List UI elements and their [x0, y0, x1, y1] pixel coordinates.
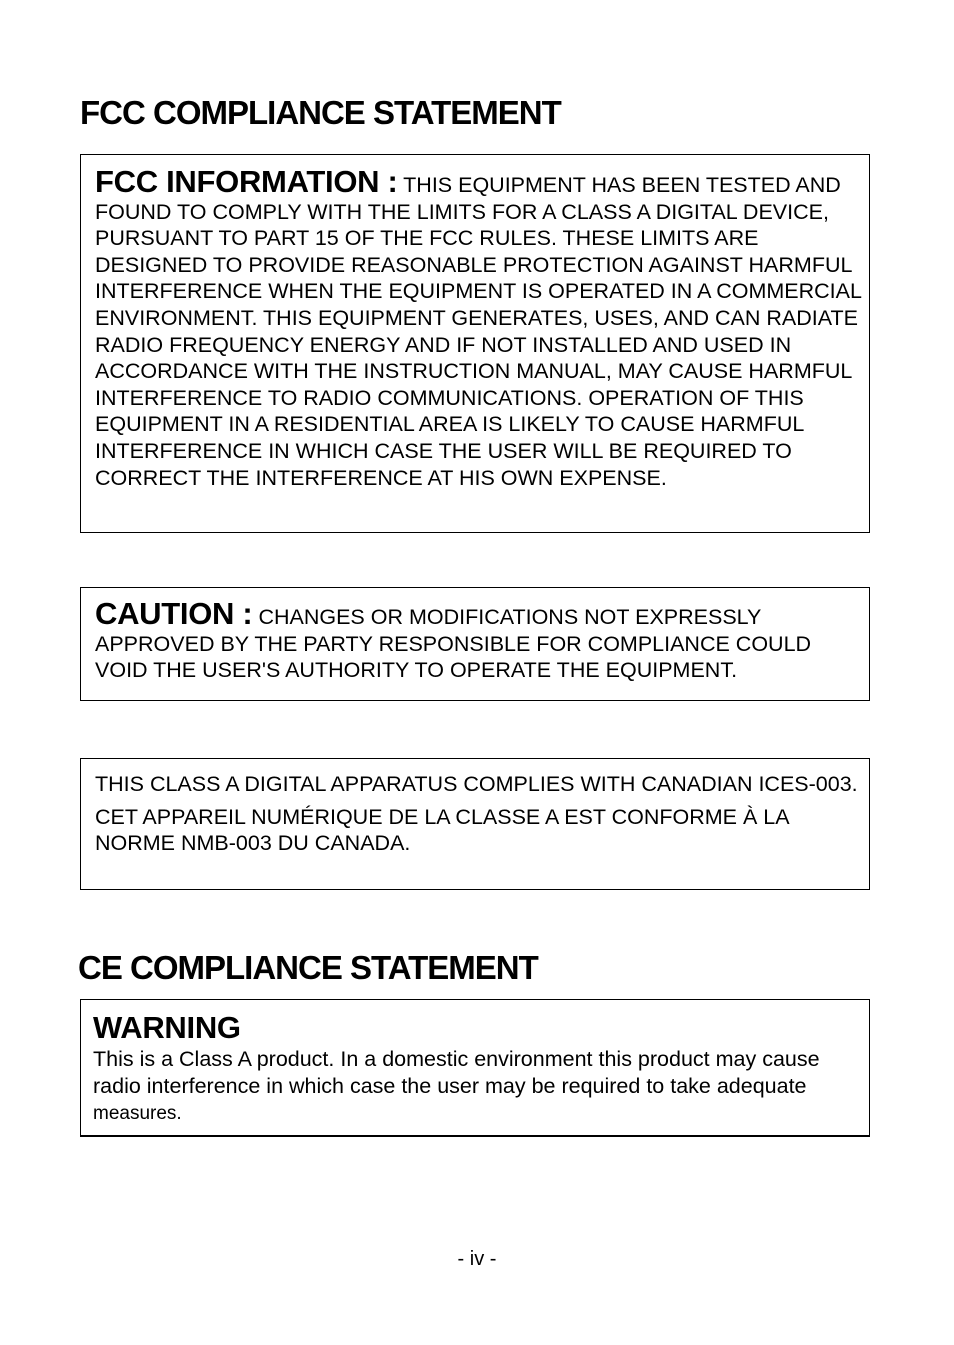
- caution-label: CAUTION :: [95, 596, 253, 631]
- caution-body: CHANGES OR MODIFICATIONS NOT EXPRESSLY APPROVED BY THE PARTY RESPONSIBLE FOR COMPLIANCE COULD VOID THE USER'S AUTHORITY TO OPERATE THE EQUIPMENT.: [95, 605, 812, 683]
- fcc-information-body: THIS EQUIPMENT HAS BEEN TESTED AND FOUND TO COMPLY WITH THE LIMITS FOR A CLASS A DIGITAL DEVICE, PURSUANT TO PART 15 OF THE FCC RULES. THESE LIMITS ARE DESIGNED TO PROVIDE REASONABLE PROTECTION AGAINST HARMFUL INTERFERENCE WHEN THE EQUIPMENT IS OPERATED IN A COMMERCIAL ENVIRONMENT. THIS EQUIPMENT GENERATES, USES, AND CAN RADIATE RADIO FREQUENCY ENERGY AND IF NOT INSTALLED AND USED IN ACCORDANCE WITH THE INSTRUCTION MANUAL, MAY CAUSE HARMFUL INTERFERENCE TO RADIO COMMUNICATIONS. OPERATION OF THIS EQUIPMENT IN A RESIDENTIAL AREA IS LIKELY TO CAUSE HARMFUL INTERFERENCE IN WHICH CASE THE USER WILL BE REQUIRED TO CORRECT THE INTERFERENCE AT HIS OWN EXPENSE.: [95, 173, 862, 490]
- fcc-information-box: [80, 154, 870, 533]
- fcc-compliance-heading: FCC COMPLIANCE STATEMENT: [80, 94, 561, 131]
- ce-compliance-heading: CE COMPLIANCE STATEMENT: [78, 949, 538, 986]
- caution-box: [80, 587, 870, 701]
- canada-french-text: CET APPAREIL NUMÉRIQUE DE LA CLASSE A EST CONFORME À LA NORME NMB-003 DU CANADA.: [95, 804, 789, 856]
- warning-tail: measures.: [93, 1103, 182, 1125]
- fcc-information-label: FCC INFORMATION :: [95, 164, 398, 199]
- warning-title: WARNING: [93, 1010, 241, 1045]
- warning-box: [80, 999, 870, 1137]
- fcc-information-text: [95, 164, 863, 491]
- warning-body: This is a Class A product. In a domestic environment this product may cause radio interference in which case the user may be required to take adequate: [93, 1047, 820, 1098]
- caution-text: [95, 596, 863, 684]
- page-number: - iv -: [457, 1248, 497, 1270]
- canada-compliance-box: [80, 758, 870, 890]
- warning-text: [93, 1046, 863, 1128]
- canada-english-text: THIS CLASS A DIGITAL APPARATUS COMPLIES WITH CANADIAN ICES-003.: [95, 772, 858, 796]
